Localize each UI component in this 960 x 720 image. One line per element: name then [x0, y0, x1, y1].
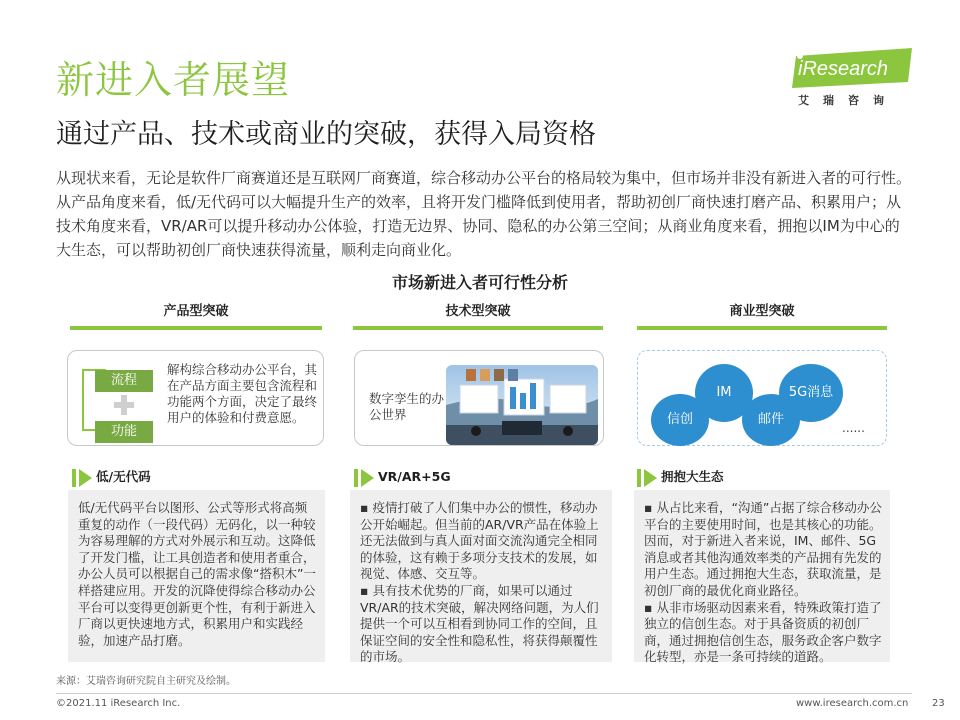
email-bubble: 邮件: [742, 394, 800, 446]
product-panel-text: 解构综合移动办公平台，其在产品方面主要包含流程和功能两个方面，决定了最终用户的体验和付费意愿。: [167, 362, 318, 425]
footer-divider: [56, 693, 912, 694]
tech-panel-text: 数字孪生的办公世界: [369, 391, 445, 422]
xinchuang-bubble: 信创: [651, 394, 709, 446]
ecosystem-detail-point-2: ▪ 从非市场驱动因素来看，特殊政策打造了独立的信创生态。对于具备资质的初创厂商，通过拥抱信创生态，服务政企客户数字化转型，亦是一条可持续的道路。: [644, 599, 882, 665]
tag-bar-icon: [354, 469, 358, 487]
function-label: 功能: [95, 421, 153, 443]
logo-brand-text: iResearch: [798, 58, 889, 80]
tag-low-code-label: 低/无代码: [96, 469, 151, 484]
low-code-detail-text: 低/无代码平台以图形、公式等形式将高频重复的动作（一段代码）无码化，以一种较为容易理解的方式对外展示和互动。这降低了开发门槛，让工具创造者和使用者重合，办公人员可以根据自己的需求像“搭积木”一样搭建应用。开发的沉降使得综合移动办公平台可以变得更创新更个性，有利于新进入厂商以更快速地方式，积累用户和实践经验，加速产品打磨。: [78, 500, 316, 648]
tag-low-code: [72, 466, 151, 488]
heading-tech: 技术型突破: [353, 300, 603, 330]
play-triangle-icon: [361, 469, 374, 487]
heading-business: 商业型突破: [637, 300, 887, 330]
tag-vr-ar-label: VR/AR+5G: [378, 469, 451, 484]
ecosystem-detail: [634, 490, 890, 665]
low-code-detail: [68, 490, 325, 662]
tag-bar-icon: [72, 469, 76, 487]
copyright: ©2021.11 iResearch Inc.: [56, 698, 181, 709]
play-triangle-icon: [79, 469, 92, 487]
more-ellipsis: ......: [842, 421, 865, 435]
tag-bar-icon: [637, 469, 641, 487]
im-bubble: IM: [695, 364, 753, 422]
page-number: 23: [932, 698, 945, 709]
page-subtitle: 通过产品、技术或商业的突破，获得入局资格: [56, 119, 596, 150]
vr-ar-detail: [350, 490, 612, 665]
plus-icon: [113, 394, 135, 416]
page-title: 新进入者展望: [56, 58, 291, 102]
vr-ar-detail-point-2: ▪ 具有技术优势的厂商，如果可以通过VR/AR的技术突破，解决网络问题，为人们提供一个可以互相看到协同工作的空间，且保证空间的安全性和隐私性，将获得颠覆性的市场。: [360, 582, 599, 665]
source-note: 来源：艾瑞咨询研究院自主研究及绘制。: [56, 676, 236, 687]
iresearch-logo: [790, 48, 920, 108]
website-link[interactable]: www.iresearch.com.cn: [796, 698, 909, 709]
ecosystem-detail-point-1: ▪ 从占比来看，“沟通”占据了综合移动办公平台的主要使用时间，也是其核心的功能。因而，对于新进入者来说，IM、邮件、5G消息或者其他沟通效率类的产品拥有先发的用户生态。通过拥抱大生态，获取流量，是初创厂商的最优化商业路径。: [644, 500, 882, 598]
vr-office-image-icon: [446, 365, 598, 445]
tag-vr-ar: [354, 466, 451, 488]
heading-product: 产品型突破: [70, 300, 322, 330]
vr-ar-detail-point-1: ▪ 疫情打破了人们集中办公的惯性，移动办公开始崛起。但当前的AR/VR产品在体验上还无法做到与真人面对面交流沟通完全相同的体验，这有赖于多项分支技术的发展，如视觉、体感、交互等。: [360, 500, 599, 582]
5g-message-bubble: 5G消息: [779, 364, 843, 422]
tag-ecosystem: [637, 466, 724, 488]
intro-paragraph: 从现状来看，无论是软件厂商赛道还是互联网厂商赛道，综合移动办公平台的格局较为集中，但市场并非没有新进入者的可行性。从产品角度来看，低/无代码可以大幅提升生产的效率，且将开发门槛降低到使用者，帮助初创厂商快速打磨产品、积累用户；从技术角度来看，VR/AR可以提升移动办公体验，打造无边界、协同、隐私的办公第三空间；从商业角度来看，拥抱以IM为中心的大生态，可以帮助初创厂商快速获得流量，顺利走向商业化。: [56, 169, 912, 259]
section-title: 市场新进入者可行性分析: [391, 273, 568, 292]
play-triangle-icon: [644, 469, 657, 487]
logo-cn-text: 艾瑞咨询: [798, 94, 898, 107]
process-label: 流程: [95, 370, 153, 392]
tag-ecosystem-label: 拥抱大生态: [661, 469, 724, 484]
